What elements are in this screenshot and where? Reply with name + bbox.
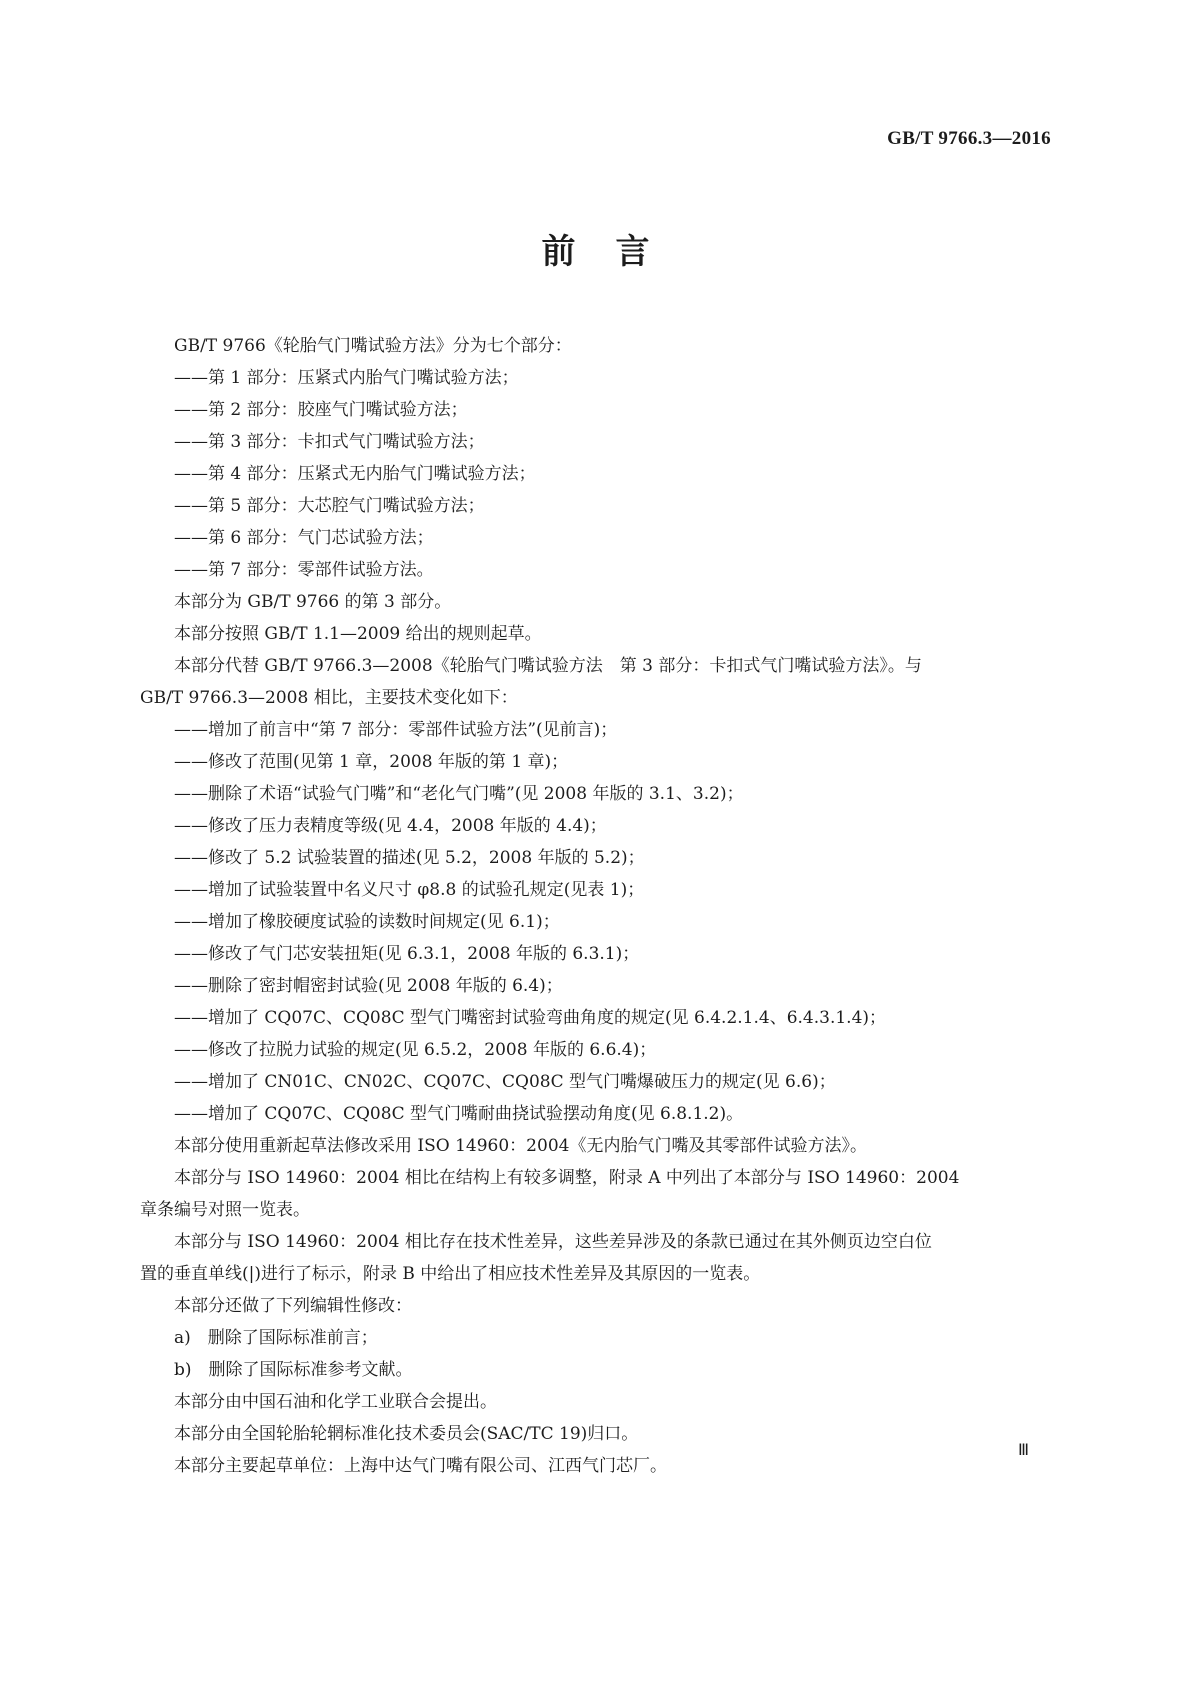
paragraph-continuation: 章条编号对照一览表。: [140, 1200, 310, 1220]
list-item: ——第 1 部分：压紧式内胎气门嘴试验方法；: [174, 368, 519, 388]
paragraph: 本部分由中国石油和化学工业联合会提出。: [174, 1392, 497, 1412]
standard-code: GB/T 9766.3—2016: [887, 128, 1051, 149]
paragraph: 本部分由全国轮胎轮辋标准化技术委员会(SAC/TC 19)归口。: [174, 1424, 639, 1444]
page-number: Ⅲ: [1017, 1442, 1029, 1459]
paragraph-line: 本部分与 ISO 14960：2004 相比存在技术性差异，这些差异涉及的条款已通过在其外侧页边空白位: [174, 1232, 932, 1252]
list-item: ——删除了术语“试验气门嘴”和“老化气门嘴”(见 2008 年版的 3.1、3.2)；: [174, 784, 744, 804]
list-item: ——删除了密封帽密封试验(见 2008 年版的 6.4)；: [174, 976, 563, 996]
list-item: ——第 7 部分：零部件试验方法。: [174, 560, 434, 580]
list-item: ——修改了范围(见第 1 章，2008 年版的第 1 章)；: [174, 752, 569, 772]
paragraph: GB/T 9766《轮胎气门嘴试验方法》分为七个部分：: [174, 336, 572, 356]
list-item: b) 删除了国际标准参考文献。: [174, 1360, 413, 1380]
paragraph-line: 本部分代替 GB/T 9766.3—2008《轮胎气门嘴试验方法 第 3 部分：卡扣式气门嘴试验方法》。与: [174, 656, 922, 676]
list-item: ——修改了拉脱力试验的规定(见 6.5.2，2008 年版的 6.6.4)；: [174, 1040, 657, 1060]
list-item: ——第 5 部分：大芯腔气门嘴试验方法；: [174, 496, 485, 516]
list-item: a) 删除了国际标准前言；: [174, 1328, 378, 1348]
paragraph-continuation: GB/T 9766.3—2008 相比，主要技术变化如下：: [140, 688, 518, 708]
list-item: ——增加了试验装置中名义尺寸 φ8.8 的试验孔规定(见表 1)；: [174, 880, 645, 900]
paragraph: 本部分主要起草单位：上海中达气门嘴有限公司、江西气门芯厂。: [174, 1456, 667, 1476]
paragraph-line: 本部分与 ISO 14960：2004 相比在结构上有较多调整，附录 A 中列出了本部分与 ISO 14960：2004: [174, 1168, 960, 1188]
paragraph: 本部分按照 GB/T 1.1—2009 给出的规则起草。: [174, 624, 542, 644]
list-item: ——修改了气门芯安装扭矩(见 6.3.1，2008 年版的 6.3.1)；: [174, 944, 640, 964]
list-item: ——增加了前言中“第 7 部分：零部件试验方法”(见前言)；: [174, 720, 618, 740]
list-item: ——修改了压力表精度等级(见 4.4，2008 年版的 4.4)；: [174, 816, 607, 836]
list-item: ——第 6 部分：气门芯试验方法；: [174, 528, 434, 548]
page-title: 前言: [541, 232, 690, 272]
list-item: ——增加了 CQ07C、CQ08C 型气门嘴耐曲挠试验摆动角度(见 6.8.1.2)。: [174, 1104, 744, 1124]
list-item: ——第 2 部分：胶座气门嘴试验方法；: [174, 400, 468, 420]
list-item: ——增加了橡胶硬度试验的读数时间规定(见 6.1)；: [174, 912, 560, 932]
paragraph-continuation: 置的垂直单线(|)进行了标示，附录 B 中给出了相应技术性差异及其原因的一览表。: [140, 1264, 761, 1284]
list-item: ——增加了 CQ07C、CQ08C 型气门嘴密封试验弯曲角度的规定(见 6.4.2.1.4、6.4.3.1.4)；: [174, 1008, 887, 1028]
foreword-body: [140, 330, 1054, 1482]
paragraph: 本部分使用重新起草法修改采用 ISO 14960：2004《无内胎气门嘴及其零部件试验方法》。: [174, 1136, 867, 1156]
paragraph: 本部分为 GB/T 9766 的第 3 部分。: [174, 592, 452, 612]
paragraph: 本部分还做了下列编辑性修改：: [174, 1296, 412, 1316]
list-item: ——第 4 部分：压紧式无内胎气门嘴试验方法；: [174, 464, 536, 484]
list-item: ——增加了 CN01C、CN02C、CQ07C、CQ08C 型气门嘴爆破压力的规定(见 6.6)；: [174, 1072, 836, 1092]
list-item: ——修改了 5.2 试验装置的描述(见 5.2，2008 年版的 5.2)；: [174, 848, 645, 868]
list-item: ——第 3 部分：卡扣式气门嘴试验方法；: [174, 432, 485, 452]
